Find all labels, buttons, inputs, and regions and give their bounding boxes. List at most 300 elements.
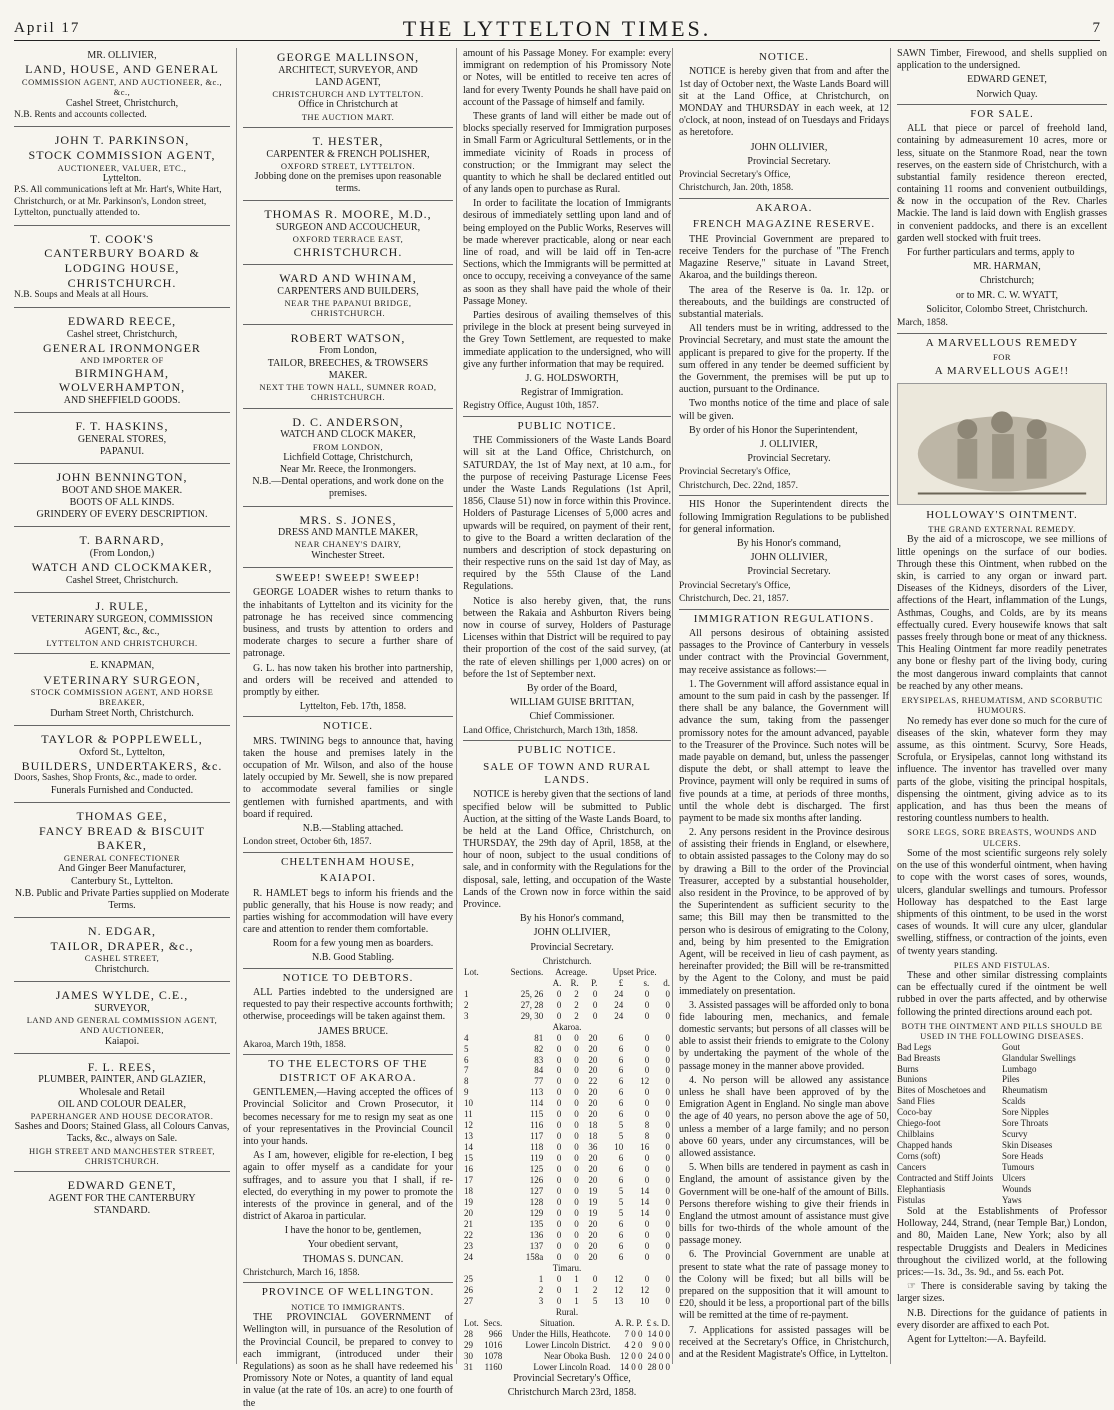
notice-heading: AKAROA. [755, 202, 813, 215]
table-cell: 5 [618, 1186, 624, 1197]
notice-date: London street, October 6th, 1857. [243, 837, 372, 848]
table-cell: 6 [618, 1164, 624, 1175]
table-cell: 25 [464, 1273, 473, 1284]
table-cell: 0 [556, 1251, 562, 1262]
unit-label: s. [643, 977, 650, 988]
table-cell: 116 [530, 1120, 544, 1131]
ad-line: CHRISTCHURCH. [293, 244, 403, 259]
ad-line: THOMAS R. MOORE, M.D., [264, 207, 432, 222]
table-cell: 128 [529, 1197, 544, 1208]
notice-paragraph: Notice is also hereby given, that, the runs between the Rakaia and Ashburton Rivers being now in course of survey, Holders of Pasturage Licenses within that District will be required to pay their proportion of the cost of the said survey, (at the rate of eleven shillings per 1,000 acres) on or before the 1st of September next. [463, 595, 671, 680]
ad-line: ARCHITECT, SURVEYOR, AND [278, 64, 418, 76]
table-cell: 0 [556, 1230, 562, 1240]
unit-label: A. [552, 977, 562, 988]
table-row [463, 1109, 671, 1120]
table-cell: 28 0 0 [647, 1361, 670, 1372]
immigration-regulations [679, 613, 889, 1361]
ad-knapman [14, 658, 230, 726]
section-heading: PILES AND FISTULAS. [953, 959, 1051, 970]
notice-paragraph: By his Honor's command, [519, 913, 625, 925]
table-cell: 5 [618, 1131, 624, 1142]
table-cell: 0 [574, 1054, 579, 1065]
notice-paragraph: All persons desirous of obtaining assisted passages to the Province of Canterbury in vessels under contract with the Provincial Government, may receive assistance as follows:— [679, 628, 889, 676]
table-cell: 82 [534, 1043, 544, 1054]
table-cell: 0 [665, 988, 670, 999]
notice-paragraph: THE Provincial Government are prepared to receive Tenders for the purchase of "The French Magazine Reserve," situate in Lavand Street, Akaroa, and the buildings thereon. [679, 233, 889, 282]
table-row [463, 1087, 671, 1098]
table-cell: 0 [665, 1098, 670, 1109]
ad-anderson [243, 413, 453, 507]
table-cell: 5 [618, 1208, 624, 1219]
table-cell: 19 [464, 1197, 473, 1208]
divider [463, 740, 671, 741]
table-cell: 3 [464, 1010, 469, 1021]
ad-line: PAPANUI. [99, 445, 144, 457]
table-cell: 12 [614, 1284, 624, 1295]
ad-line: VETERINARY SURGEON, [43, 672, 201, 687]
section-heading: BOTH THE OINTMENT AND PILLS SHOULD BE USED IN THE FOLLOWING DISEASES. [901, 1020, 1103, 1042]
notice-heading: IMMIGRATION REGULATIONS. [693, 612, 875, 625]
ad-line: N.B. Rents and accounts collected. [14, 109, 147, 120]
divider [679, 198, 889, 199]
notice-signature-title: Norwich Quay. [976, 88, 1038, 100]
ad-line: Office in Christchurch at [298, 99, 398, 111]
table-cell: 2 [538, 1284, 544, 1295]
notice-date: Christchurch, March 16, 1858. [243, 1267, 360, 1278]
lots-timaru [463, 1274, 671, 1307]
column-header: Acreage. [555, 966, 588, 977]
table-cell: 77 [534, 1076, 544, 1087]
ad-line: THOMAS GEE, [76, 809, 168, 824]
ad-line: LAND AND GENERAL COMMISSION AGENT, [26, 1014, 218, 1025]
disease-item: Wounds [1002, 1184, 1032, 1195]
regulation-7: 7. Applications for assisted passages will be received at the Secretary's Office, in Christchurch, and at the Resident Magistrate's Office, in Lyttelton. [679, 1324, 889, 1360]
table-cell: 135 [529, 1219, 544, 1230]
column-header: Upset Price. [612, 966, 657, 977]
notice-paragraph: I have the honor to be, gentlemen, [284, 1225, 422, 1237]
table-cell: 7 0 0 [624, 1328, 643, 1339]
table-cell: 0 [556, 1131, 562, 1142]
table-row [463, 1076, 671, 1087]
table-cell: 0 [574, 1065, 579, 1076]
table-cell: 0 [644, 1273, 650, 1284]
table-cell: 0 [574, 1164, 579, 1175]
disease-item: Bad Breasts [897, 1052, 941, 1063]
table-row [463, 1098, 671, 1109]
ad-line: CHRISTCHURCH. [310, 308, 386, 319]
table-cell: 27 [464, 1295, 473, 1306]
column-1 [14, 48, 230, 1364]
table-cell: 5 [592, 1295, 598, 1306]
table-row [463, 1065, 671, 1076]
table-cell: 0 [556, 1087, 562, 1098]
disease-item: Sore Throats [1002, 1118, 1049, 1129]
table-cell: 8 [464, 1076, 469, 1087]
ad-line: CANTERBURY BOARD & LODGING HOUSE, [44, 246, 200, 276]
table-cell: 0 [665, 1230, 670, 1240]
table-cell: 13 [464, 1131, 473, 1142]
disease-item: Rheumatism [1002, 1085, 1048, 1096]
table-cell: 0 [574, 1076, 579, 1087]
disease-item: Chapped hands [897, 1140, 953, 1151]
table-cell: 0 [665, 1109, 670, 1120]
table-cell: 0 [556, 1010, 562, 1021]
ad-line: Kaiapoi. [104, 1035, 140, 1047]
table-row [463, 1329, 671, 1340]
ad-line: P.S. All communications left at Mr. Hart's, White Hart, Christchurch, or at Mr. Parkinson's, London street, Lyttelton, punctually attended to. [14, 185, 222, 219]
notice-wellington [243, 1286, 453, 1409]
table-cell: 0 [556, 1273, 562, 1284]
notice-signature-title: Chief Commissioner. [529, 711, 615, 723]
notice-paragraph: By order of his Honor the Superintendent, [689, 424, 858, 436]
table-cell: 1 [574, 1284, 579, 1295]
column-4 [672, 48, 889, 1364]
column-header: A. R. P. [614, 1317, 643, 1328]
table-cell: 0 [644, 1109, 650, 1120]
notice-subheading: FRENCH MAGAZINE RESERVE. [692, 218, 876, 231]
ad-line: Doors, Sashes, Shop Fronts, &c., made to order. [14, 773, 197, 784]
table-cell: 9 0 0 [652, 1339, 670, 1350]
table-row [463, 1230, 671, 1241]
lots-rural [463, 1329, 671, 1373]
ad-line: J. RULE, [95, 598, 149, 613]
table-row [463, 1120, 671, 1131]
table-row [463, 1131, 671, 1142]
table-cell: 6 [618, 1054, 624, 1065]
table-cell: 0 [556, 1109, 562, 1120]
notice-heading: TO THE ELECTORS OF THE DISTRICT OF AKAROA. [268, 1058, 428, 1084]
ad-line: BREAKER, [99, 697, 145, 708]
ad-line: OXFORD STREET, LYTTELTON. [280, 160, 416, 171]
ad-wylde [14, 986, 230, 1054]
regulation-3: 3. Assisted passages will be afforded only to bona fide labouring men, mechanics, and female domestic servants; but persons of all classes will be able to assist their friends to emigrate to the Colony by undertaking the payment of the whole of the passage money in the manner above provided. [679, 999, 889, 1072]
table-cell: 20 [588, 1153, 598, 1164]
table-cell: 158a [525, 1251, 544, 1262]
notice-akaroa [679, 202, 889, 496]
table-cell: 0 [556, 1054, 562, 1065]
table-cell: 21 [464, 1219, 473, 1230]
table-cell: 0 [574, 1131, 579, 1142]
table-cell: 22 [464, 1230, 473, 1240]
table-cell: 20 [588, 1065, 598, 1076]
table-cell: 0 [665, 1240, 670, 1251]
table-cell: 12 0 0 [620, 1350, 643, 1361]
table-cell: 0 [665, 1142, 670, 1153]
table-cell: 0 [556, 1032, 562, 1043]
table-cell: 22 [588, 1076, 598, 1087]
notice-paragraph: The area of the Reserve is 0a. 1r. 12p. or thereabouts, and the buildings are constructed of substantial materials. [679, 284, 889, 320]
ad-line: GEORGE MALLINSON, [276, 50, 420, 64]
notice-date: Provincial Secretary's Office, [679, 169, 791, 180]
divider [679, 495, 889, 496]
table-cell: 0 [644, 1153, 650, 1164]
notice-date: Provincial Secretary's Office, [679, 580, 791, 591]
table-cell: 0 [556, 1219, 562, 1230]
disease-item: Chilblains [897, 1129, 935, 1140]
table-row [463, 1285, 671, 1296]
notice-signature: JOHN OLLIVIER, [750, 141, 828, 153]
ad-line: NEAR CHANEY'S DAIRY, [294, 539, 402, 550]
ad-line: GRINDERY OF EVERY DESCRIPTION. [36, 509, 208, 521]
column-2 [236, 48, 453, 1409]
regulation-6: 6. The Provincial Government are unable at present to state what the rate of passage money to the Colony will be fixed; but all bills will be prepared on the supposition that it will amount to £20, should it be less, a proportional part of the bills will be remitted at the time of re-payment. [679, 1249, 889, 1322]
ad-line: OXFORD TERRACE EAST, [292, 234, 404, 245]
table-cell: 24 [614, 1010, 624, 1021]
unit-label: d. [663, 977, 670, 988]
table-cell: 25, 26 [520, 988, 544, 999]
table-cell: 6 [618, 1109, 624, 1120]
table-cell: 27, 28 [520, 999, 544, 1010]
lots-christchurch [463, 989, 671, 1022]
disease-item: Ulcers [1002, 1173, 1026, 1184]
ad-line: JOHN BENNINGTON, [56, 470, 188, 485]
table-row [463, 1033, 671, 1044]
notice-heading: FOR SALE. [970, 107, 1034, 120]
ad-taylor-popplewell [14, 730, 230, 803]
table-cell: 18 [588, 1120, 598, 1131]
notice-heading: PUBLIC NOTICE. [517, 744, 617, 757]
table-cell: 6 [464, 1054, 469, 1065]
table-cell: 29, 30 [520, 1010, 544, 1021]
masthead [14, 6, 1100, 41]
ad-line: Cashel street, Christchurch, [66, 328, 178, 340]
table-cell: 14 [464, 1142, 473, 1153]
ad-ollivier [14, 48, 230, 127]
ad-line: And Ginger Beer Manufacturer, [58, 863, 186, 875]
notice-date: Christchurch, Dec. 21, 1857. [679, 594, 789, 605]
table-row [463, 1362, 671, 1373]
ad-line: WATCH AND CLOCKMAKER, [31, 560, 213, 575]
divider [243, 1282, 453, 1283]
section-heading: Christchurch. [542, 955, 592, 966]
ad-line: STANDARD. [93, 1205, 151, 1217]
table-cell: 0 [556, 1186, 562, 1197]
column-header: Lot. [464, 966, 479, 977]
divider [679, 609, 889, 610]
lots-akaroa [463, 1033, 671, 1263]
table-cell: 0 [644, 999, 650, 1010]
table-cell: 0 [574, 1153, 579, 1164]
regulation-4: 4. No person will be allowed any assistance unless he shall have been approved of by the Emigration Agent in England. No single man above the age of 40 years, no person above the age of 50, unless a member of a large family; and no person above 60 years, under any circumstances, will be allowed assistance. [679, 1074, 889, 1159]
notice-paragraph: Room for a few young men as boarders. [272, 938, 434, 950]
ad-line: CARPENTERS AND BUILDERS, [277, 285, 419, 297]
table-cell: 1 [574, 1295, 579, 1306]
table-cell: 114 [530, 1098, 544, 1109]
table-cell: 1 [574, 1273, 579, 1284]
table-row [463, 1296, 671, 1307]
table-cell: 125 [529, 1164, 544, 1175]
notice-heading: PROVINCE OF WELLINGTON. [261, 1286, 435, 1299]
table-cell: 14 [640, 1208, 650, 1219]
ad-reece [14, 312, 230, 413]
ad-line: DRESS AND MANTLE MAKER, [277, 527, 418, 539]
table-cell: 7 [464, 1065, 469, 1076]
table-cell: 0 [556, 1153, 562, 1164]
column-header: Situation. [540, 1317, 575, 1328]
table-cell: 20 [588, 1032, 598, 1043]
table-cell: 0 [644, 1175, 650, 1186]
notice-date: Christchurch, Jan. 20th, 1858. [679, 183, 794, 194]
notice-heading: SWEEP! SWEEP! SWEEP! [275, 571, 421, 584]
table-cell: 0 [556, 999, 562, 1010]
table-cell: 0 [665, 1186, 670, 1197]
notice-honor [679, 499, 889, 609]
table-cell: 17 [464, 1175, 473, 1186]
ad-line: F. L. REES, [87, 1059, 157, 1074]
ad-line: T. BARNARD, [79, 533, 165, 548]
column-5 [890, 48, 1107, 1364]
divider [243, 968, 453, 969]
notice-paragraph: NOTICE is hereby given that the sections of land specified below will be submitted to Public Auction, at the sitting of the Waste Lands Board, to be held at the Land Office, Christchurch, on THURSDAY, the 29th day of April, 1858, at the hour of noon, subject to the usual conditions of sale, and in conformity with the Regulations for the disposal, sale, letting, and occupation of the Waste Lands of the Crown now in force within the said Province. [463, 789, 671, 911]
disease-list [897, 1042, 1107, 1207]
table-cell: 0 [574, 1175, 579, 1186]
ad-line: SURGEON AND ACCOUCHEUR, [275, 222, 421, 234]
notice-signature: THOMAS S. DUNCAN. [302, 1253, 404, 1265]
ad-line: Near Mr. Reece, the Ironmongers. [279, 464, 417, 476]
ad-line: EDWARD GENET, [67, 1178, 177, 1193]
ad-line: N.B.—Dental operations, and work done on the premises. [252, 476, 444, 500]
disease-item: Skin Diseases [1002, 1140, 1053, 1151]
table-cell: 0 [574, 1109, 579, 1120]
notice-for-sale [897, 108, 1107, 334]
table-cell: 20 [588, 1098, 598, 1109]
table-cell: 0 [574, 1098, 579, 1109]
ad-line: GENERAL IRONMONGER [43, 340, 201, 355]
table-row [463, 1274, 671, 1285]
table-cell: 18 [464, 1186, 473, 1197]
table-row [463, 1175, 671, 1186]
table-cell: 20 [588, 1219, 598, 1230]
table-cell: 20 [464, 1208, 473, 1219]
ad-rees [14, 1058, 230, 1173]
ad-line: AGENT FOR THE CANTERBURY [48, 1193, 196, 1204]
table-cell: 0 [644, 1043, 650, 1054]
notice-paragraph: These grants of land will either be made out of blocks specially reserved for Immigration purposes in Small Farm or Agricultural Settlements, or in the immediate vicinity of Roads in process of construction; or the Immigrant may select the quantity to which he shall be declared entitled out of any lands open to purchase as Rural. [463, 110, 671, 196]
table-cell: 16 [464, 1164, 473, 1175]
notice-paragraph: No remedy has ever done so much for the cure of diseases of the skin, whatever form they may assume, as this ointment. Scurvy, Sore Heads, Scrofula, or Erysipelas, cannot long withstand its influence. The inventor has travelled over many parts of the globe, visiting the principal hospitals, dispensing the ointment, giving advice as to its application, and has thus been the means of restoring countless numbers to health. [897, 715, 1107, 825]
notice-paragraph: THE Commissioners of the Waste Lands Board will sit at the Land Office, Christchurch, on SATURDAY, the 1st of May next, at 10 a.m., for the purpose of receiving Pasturage License Fees under the Waste Lands Regulations (1st April, 1856, Clause 51) now in force within this Province. Holders of Pasturage Licenses of 5,000 acres and upwards will be required, on payment of their rent, to give to the Board a written declaration of the numbers and description of stock depasturing on their respective runs on the said 1st day of May, as required by the 55th Clause of the Land Regulations. [463, 435, 671, 593]
notice-paragraph: GENTLEMEN,—Having accepted the offices of Provincial Solicitor and Crown Prosecutor, it becomes necessary for me to resign my seat as one of your representatives in the Provincial Council into your hands. [243, 1087, 453, 1147]
table-cell: 29 [464, 1339, 473, 1350]
ad-line: Oxford St., Lyttelton, [79, 746, 165, 758]
table-cell: 19 [588, 1197, 598, 1208]
notice-paragraph: ALL Parties indebted to the undersigned are requested to pay their respective accounts forthwith; otherwise, proceedings will be taken against them. [243, 987, 453, 1023]
table-cell: 0 [644, 1230, 650, 1240]
table-cell: 20 [588, 1054, 598, 1065]
disease-item: Corns (soft) [897, 1151, 941, 1162]
table-cell: 0 [574, 1120, 579, 1131]
table-row [463, 1186, 671, 1197]
notice-paragraph: N.B. Directions for the guidance of patients in every disorder are affixed to each Pot. [897, 1307, 1107, 1331]
table-cell: 127 [529, 1186, 544, 1197]
notice-signature: J. G. HOLDSWORTH, [525, 372, 619, 384]
notice-signature: JOHN OLLIVIER, [750, 552, 828, 564]
table-cell: 0 [574, 1240, 579, 1251]
table-cell: 0 [574, 1142, 579, 1153]
column-3 [456, 48, 671, 1398]
notice-heading: CHELTENHAM HOUSE, [281, 855, 415, 868]
table-cell: Lower Lincoln Road. [533, 1361, 611, 1372]
table-row [463, 1142, 671, 1153]
ad-line: Jobbing done on the premises upon reasonable terms. [254, 171, 442, 195]
ad-line: FANCY BREAD & BISCUIT BAKER, [38, 823, 205, 853]
section-heading: Timaru. [552, 1262, 582, 1273]
ad-line: (From London,) [89, 547, 155, 559]
notice-date: Lyttelton, Feb. 17th, 1858. [299, 701, 407, 713]
disease-item: Coco-bay [897, 1107, 932, 1118]
disease-item: Sore Nipples [1002, 1107, 1049, 1118]
ad-line: N.B. Soups and Meals at all Hours. [14, 290, 149, 301]
table-cell: 0 [556, 1065, 562, 1076]
table-cell: 12 [464, 1120, 473, 1131]
notice-paragraph: All tenders must be in writing, addressed to the Provincial Secretary, and must state the amount the applicant is prepared to give for the property. If the sum offered in any tender be deemed sufficient by the Government, the premises will be put up to auction, pursuant to the Ordinance. [679, 323, 889, 396]
disease-item: Cancers [897, 1162, 926, 1173]
table-cell: 6 [618, 1032, 624, 1043]
notice-date: Registry Office, August 10th, 1857. [463, 401, 599, 412]
notice-footer: Christchurch March 23rd, 1858. [507, 1386, 637, 1398]
table-cell: 117 [530, 1131, 544, 1142]
ad-line: TAYLOR & POPPLEWELL, [41, 732, 203, 747]
notice-paragraph: SAWN Timber, Firewood, and shells supplied on application to the undersigned. [897, 48, 1107, 72]
ad-line: Wholesale and Retail [79, 1086, 165, 1098]
ad-line: CARPENTER & FRENCH POLISHER, [266, 148, 430, 160]
table-cell: 24 [464, 1251, 473, 1262]
table-cell: 0 [665, 1032, 670, 1043]
table-cell: 24 [614, 999, 624, 1010]
notice-signature: J. OLLIVIER, [760, 438, 818, 450]
ad-line: MAKER. [328, 369, 368, 381]
notice-subheading: SALE OF TOWN AND RURAL LANDS. [483, 760, 651, 786]
table-cell: 0 [665, 1043, 670, 1054]
table-cell: 18 [588, 1131, 598, 1142]
table-cell: 0 [665, 1197, 670, 1208]
table-cell: 14 0 0 [620, 1361, 643, 1372]
table-cell: 0 [665, 1284, 670, 1295]
table-cell: 2 [574, 999, 579, 1010]
ad-line: LAND AGENT, [315, 76, 381, 88]
ad-line: Winchester Street. [311, 549, 385, 561]
table-cell: 0 [592, 1010, 598, 1021]
table-cell: 0 [665, 1065, 670, 1076]
table-cell: 0 [556, 1043, 562, 1054]
ad-line: Durham Street North, Christchurch. [50, 707, 194, 719]
ad-line: MRS. S. JONES, [299, 512, 397, 527]
notice-paragraph: GEORGE LOADER wishes to return thanks to the inhabitants of Lyttelton and its vicinity for the patronage he has received since commencing business, and trusts by attention to orders and moderate charges to secure a further share of patronage. [243, 587, 453, 660]
disease-item: Contracted and Stiff Joints [897, 1173, 994, 1184]
table-cell: 0 [665, 1164, 670, 1175]
ad-line: VETERINARY SURGEON, COMMISSION [31, 613, 213, 625]
disease-item: Chiego-foot [897, 1118, 941, 1129]
ad-gee [14, 807, 230, 918]
notice-paragraph: Your obedient servant, [307, 1239, 399, 1251]
table-cell: 0 [574, 1087, 579, 1098]
table-cell: 118 [530, 1142, 544, 1153]
ad-line: BUILDERS, UNDERTAKERS, &c. [21, 758, 223, 773]
table-cell: 19 [588, 1186, 598, 1197]
disease-list-right [1002, 1042, 1107, 1207]
ad-line: FROM LONDON, [312, 441, 384, 452]
notice-signature-title: Registrar of Immigration. [520, 387, 624, 399]
newspaper-title: THE LYTTELTON TIMES. [402, 16, 712, 41]
table-cell: 0 [644, 988, 650, 999]
ad-line: MR. OLLIVIER, [87, 50, 157, 61]
notice-footer: Provincial Secretary's Office, [513, 1372, 631, 1384]
ad-line: D. C. ANDERSON, [292, 414, 404, 429]
table-cell: 0 [556, 988, 562, 999]
table-cell: 0 [592, 999, 598, 1010]
table-cell: 6 [618, 1065, 624, 1076]
table-cell: 0 [556, 1197, 562, 1208]
